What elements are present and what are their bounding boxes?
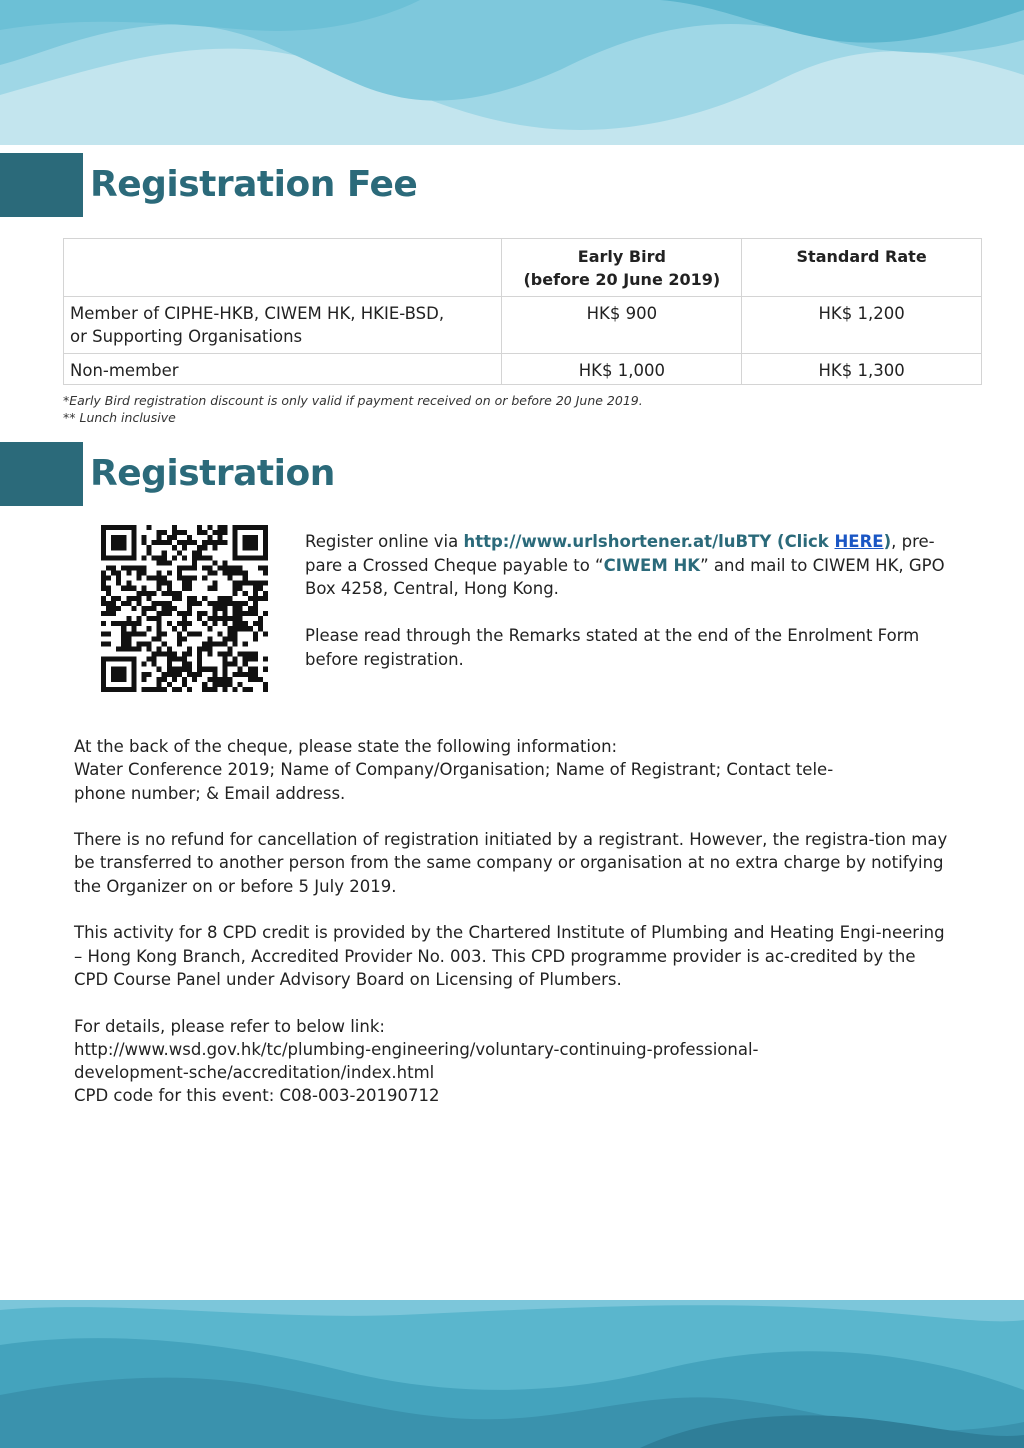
member-category-cell [64, 297, 502, 354]
registration-instructions [305, 530, 945, 695]
lunch-note: ** Lunch inclusive [63, 410, 176, 425]
table-row [64, 297, 982, 354]
payee-name: CIWEM HK [603, 555, 701, 575]
click-close-text: ) [883, 532, 892, 551]
early-bird-note: *Early Bird registration discount is only valid if payment received on or before 20 June 2019. [63, 393, 643, 408]
cheque-info-line2: Water Conference 2019; Name of Company/Organisation; Name of Registrant; Contact tele- [74, 760, 834, 780]
member-early-bird-fee: HK$ 900 [502, 297, 742, 354]
top-wave-decoration [0, 0, 1024, 145]
register-intro-text: Register online via [305, 532, 464, 551]
refund-policy-paragraph: There is no refund for cancellation of registration initiated by a registrant. However, the registra-tion may be transferred to another person from the same company or organisation at no extra charge by notifying the Organizer on or before 5 July 2019. [74, 830, 948, 896]
mail-address-text: ” and mail to CIWEM HK, GPO Box 4258, Central, Hong Kong. [305, 555, 945, 598]
registration-title: Registration [90, 453, 335, 494]
wsd-link-line2[interactable]: development-sche/accreditation/index.html [74, 1063, 435, 1083]
click-open-text: (Click [771, 532, 835, 551]
registration-paragraph-1 [305, 530, 945, 601]
here-link[interactable]: HERE [834, 532, 884, 551]
member-category-line1: Member of CIPHE-HKB, CIWEM HK, HKIE-BSD, [70, 304, 445, 323]
early-bird-header-line1: Early Bird [577, 247, 666, 266]
fee-table-empty-header [64, 239, 502, 297]
early-bird-header [502, 239, 742, 297]
cpd-code: CPD code for this event: C08-003-20190712 [74, 1086, 440, 1106]
fee-table [63, 238, 982, 385]
body-text [74, 735, 954, 1131]
cheque-instruction-text: , pre-pare a Crossed Cheque payable to “ [305, 532, 935, 575]
details-paragraph [74, 1015, 954, 1108]
registration-paragraph-2: Please read through the Remarks stated at the end of the Enrolment Form before registration. [305, 626, 920, 669]
cpd-credit-paragraph: This activity for 8 CPD credit is provided by the Chartered Institute of Plumbing and Heating Engi-neering – Hong Kong Branch, Accredited Provider No. 003. This CPD programme provider is ac-credited by the CPD Course Panel under Advisory Board on Licensing of Plumbers. [74, 923, 945, 989]
table-row [64, 354, 982, 385]
section-accent-block [0, 442, 83, 506]
registration-url[interactable]: http://www.urlshortener.at/luBTY [463, 532, 772, 551]
cheque-info-line3: phone number; & Email address. [74, 783, 346, 803]
registration-fee-title: Registration Fee [90, 164, 418, 205]
non-member-early-bird-fee: HK$ 1,000 [502, 354, 742, 385]
early-bird-header-line2: (before 20 June 2019) [523, 270, 721, 289]
cheque-info-paragraph [74, 735, 954, 805]
fee-notes [63, 392, 643, 426]
cheque-info-line1: At the back of the cheque, please state the following information: [74, 737, 618, 756]
section-accent-block [0, 153, 83, 217]
member-standard-fee: HK$ 1,200 [742, 297, 982, 354]
details-intro: For details, please refer to below link: [74, 1016, 385, 1036]
qr-code-icon[interactable] [101, 525, 268, 692]
wsd-link-line1[interactable]: http://www.wsd.gov.hk/tc/plumbing-engineering/voluntary-continuing-professional- [74, 1039, 759, 1059]
standard-rate-header: Standard Rate [742, 239, 982, 297]
member-category-line2: or Supporting Organisations [70, 327, 303, 346]
bottom-wave-decoration [0, 1300, 1024, 1448]
non-member-category-cell: Non-member [64, 354, 502, 385]
non-member-standard-fee: HK$ 1,300 [742, 354, 982, 385]
fee-table-header-row [64, 239, 982, 297]
